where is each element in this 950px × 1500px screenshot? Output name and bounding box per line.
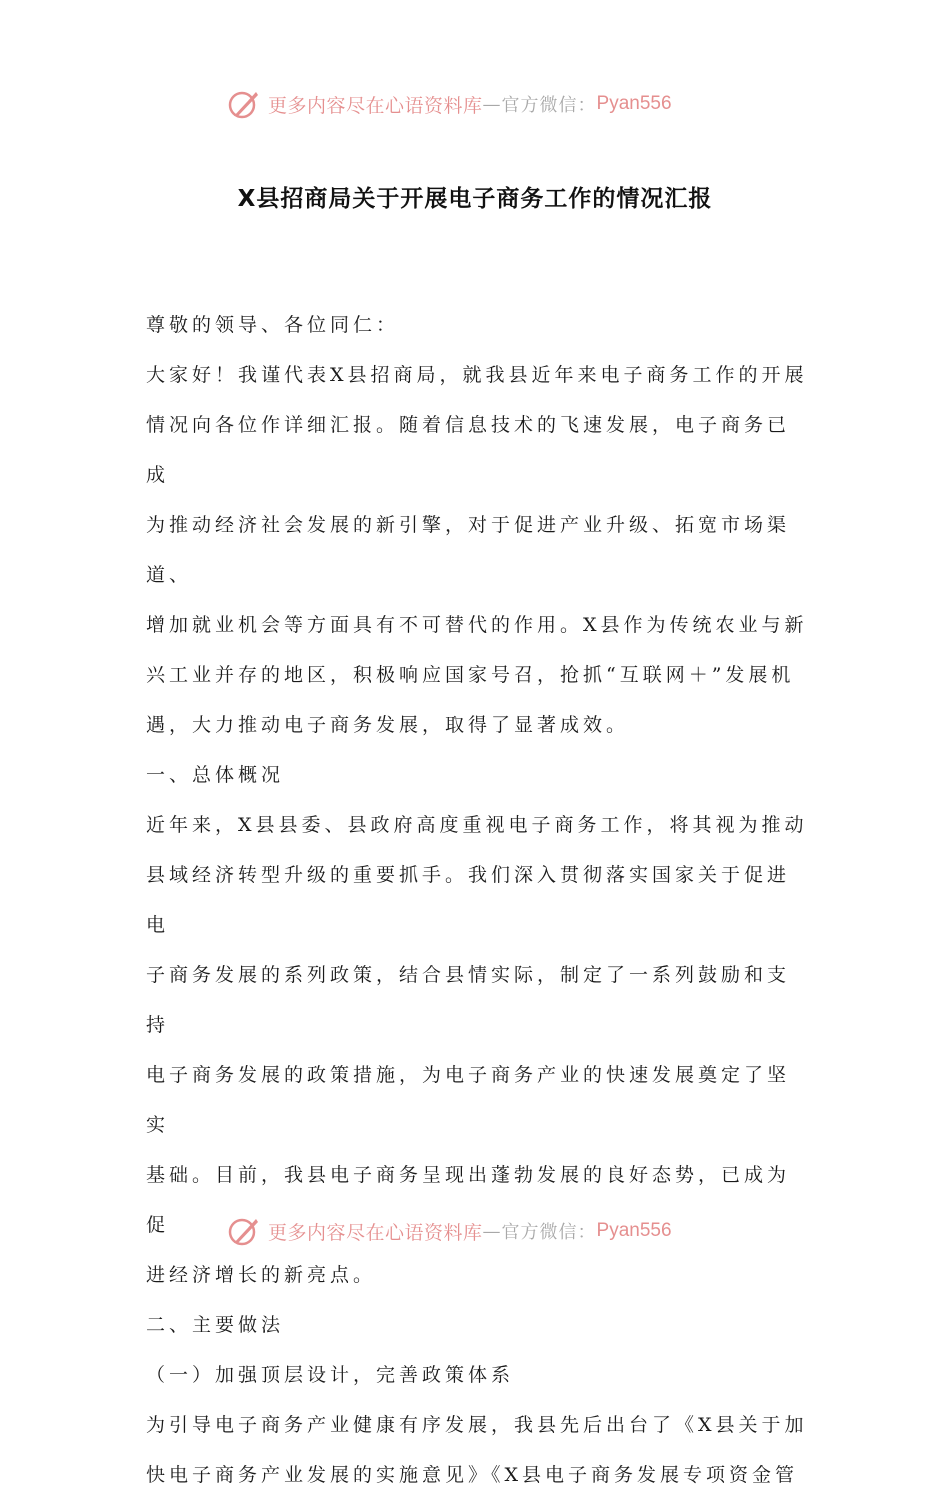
quill-pen-circle-icon [226,86,262,122]
body-line: 情况向各位作详细汇报。随着信息技术的飞速发展，电子商务已成 [146,414,791,486]
section-heading: 一、总体概况 [146,764,285,786]
body-line: 近年来，X县县委、县政府高度重视电子商务工作，将其视为推动 [146,814,808,836]
watermark-text: 更多内容尽在心语资料库 [268,94,483,117]
watermark-dash: — [482,93,502,115]
body-line: 增加就业机会等方面具有不可替代的作用。X县作为传统农业与新 [146,614,808,636]
document-title: X县招商局关于开展电子商务工作的情况汇报 [237,186,713,212]
watermark-wechat-id: Pyan556 [596,93,672,114]
section-heading: 二、主要做法 [146,1314,285,1336]
watermark-wechat-label: 官方微信： [501,1222,597,1243]
quill-pen-circle-icon [226,1213,262,1249]
body-line: 进经济增长的新亮点。 [146,1264,377,1286]
header-watermark [226,84,746,124]
body-line: 县域经济转型升级的重要抓手。我们深入贯彻落实国家关于促进电 [146,864,791,936]
body-line: 基础。目前，我县电子商务呈现出蓬勃发展的良好态势，已成为促 [146,1164,791,1236]
watermark-wechat-id: Pyan556 [596,1220,672,1241]
body-line: 快电子商务产业发展的实施意见》《X县电子商务发展专项资金管 [146,1464,799,1486]
body-line: 为推动经济社会发展的新引擎，对于促进产业升级、拓宽市场渠道、 [146,514,791,586]
body-line: 兴工业并存的地区，积极响应国家号召，抢抓“互联网＋”发展机 [146,664,795,686]
body-line: 尊敬的领导、各位同仁： [146,314,400,336]
body-line: 大家好！我谨代表X县招商局，就我县近年来电子商务工作的开展 [146,364,808,386]
body-line: 子商务发展的系列政策，结合县情实际，制定了一系列鼓励和支持 [146,964,791,1036]
subsection-heading: （一）加强顶层设计，完善政策体系 [146,1364,515,1386]
body-line: 电子商务发展的政策措施，为电子商务产业的快速发展奠定了坚实 [146,1064,791,1136]
watermark-wechat-label: 官方微信： [501,95,597,116]
body-line: 为引导电子商务产业健康有序发展，我县先后出台了《X县关于加 [146,1414,808,1436]
body-line: 遇，大力推动电子商务发展，取得了显著成效。 [146,714,630,736]
watermark-dash: — [482,1220,502,1242]
document-body [146,300,811,1500]
footer-watermark [226,1211,746,1251]
watermark-text: 更多内容尽在心语资料库 [268,1221,483,1244]
